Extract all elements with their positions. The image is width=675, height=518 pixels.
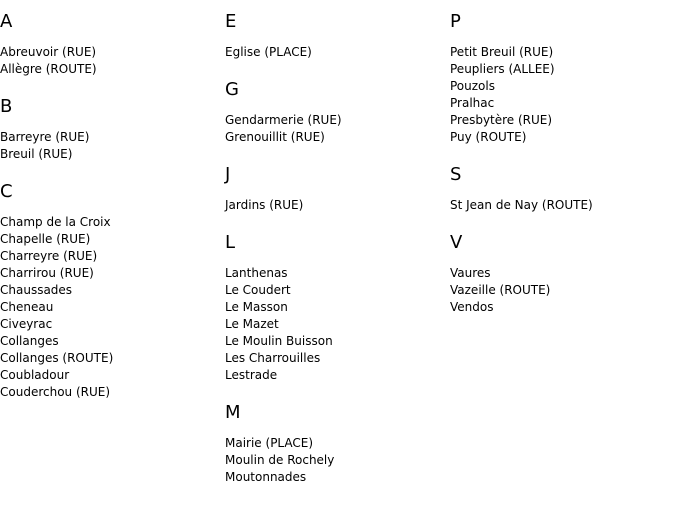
street-link[interactable]: Moulin de Rochely [225, 453, 335, 467]
letter-heading: B [0, 96, 13, 117]
street-link[interactable]: Eglise (PLACE) [225, 45, 312, 59]
letter-heading: M [225, 402, 241, 423]
street-link[interactable]: Le Mazet [225, 317, 279, 331]
street-link[interactable]: Le Coudert [225, 283, 291, 297]
street-list [0, 129, 225, 163]
street-link[interactable]: Moutonnades [225, 470, 307, 484]
letter-group-p [450, 10, 675, 146]
street-link[interactable]: Grenouillit (RUE) [225, 130, 325, 144]
street-link[interactable]: Petit Breuil (RUE) [450, 45, 554, 59]
street-link[interactable]: Charreyre (RUE) [0, 249, 98, 263]
street-link[interactable]: Collanges [0, 334, 59, 348]
street-list [225, 265, 450, 384]
letter-heading: J [225, 164, 231, 185]
letter-heading: L [225, 232, 236, 253]
street-link[interactable]: Pralhac [450, 96, 495, 110]
street-list [225, 112, 450, 146]
street-link[interactable]: Gendarmerie (RUE) [225, 113, 342, 127]
street-list [450, 44, 675, 146]
street-link[interactable]: Le Moulin Buisson [225, 334, 333, 348]
letter-heading: G [225, 79, 239, 100]
column-2 [225, 10, 450, 503]
street-link[interactable]: Coubladour [0, 368, 70, 382]
street-link[interactable]: Lestrade [225, 368, 278, 382]
street-link[interactable]: Allègre (ROUTE) [0, 62, 97, 76]
street-list [0, 214, 225, 401]
letter-group-g [225, 78, 450, 146]
letter-heading: E [225, 11, 237, 32]
letter-group-b [0, 95, 225, 163]
street-link[interactable]: Le Masson [225, 300, 288, 314]
letter-group-m [225, 401, 450, 486]
street-list [450, 265, 675, 316]
street-link[interactable]: Lanthenas [225, 266, 288, 280]
letter-group-s [450, 163, 675, 214]
street-link[interactable]: Charrirou (RUE) [0, 266, 94, 280]
street-link[interactable]: Champ de la Croix [0, 215, 111, 229]
street-list [0, 44, 225, 78]
street-list [450, 197, 675, 214]
letter-heading: S [450, 164, 462, 185]
street-list [225, 44, 450, 61]
letter-group-v [450, 231, 675, 316]
street-link[interactable]: Cheneau [0, 300, 54, 314]
street-link[interactable]: Chaussades [0, 283, 73, 297]
street-link[interactable]: Pouzols [450, 79, 495, 93]
letter-heading: A [0, 11, 13, 32]
street-link[interactable]: Breuil (RUE) [0, 147, 73, 161]
letter-group-e [225, 10, 450, 61]
letter-group-j [225, 163, 450, 214]
street-link[interactable]: Vaures [450, 266, 491, 280]
street-link[interactable]: Couderchou (RUE) [0, 385, 111, 399]
letter-heading: P [450, 11, 461, 32]
street-list [225, 197, 450, 214]
letter-heading: C [0, 181, 13, 202]
street-link[interactable]: Vendos [450, 300, 494, 314]
street-link[interactable]: Collanges (ROUTE) [0, 351, 114, 365]
street-link[interactable]: Abreuvoir (RUE) [0, 45, 97, 59]
street-list [225, 435, 450, 486]
letter-group-c [0, 180, 225, 401]
street-link[interactable]: Les Charrouilles [225, 351, 321, 365]
street-link[interactable]: Barreyre (RUE) [0, 130, 90, 144]
letter-heading: V [450, 232, 463, 253]
street-link[interactable]: Puy (ROUTE) [450, 130, 527, 144]
column-1 [0, 10, 225, 418]
street-link[interactable]: Presbytère (RUE) [450, 113, 553, 127]
street-link[interactable]: Chapelle (RUE) [0, 232, 91, 246]
street-link[interactable]: Peupliers (ALLEE) [450, 62, 555, 76]
street-link[interactable]: St Jean de Nay (ROUTE) [450, 198, 593, 212]
street-link[interactable]: Civeyrac [0, 317, 53, 331]
street-link[interactable]: Vazeille (ROUTE) [450, 283, 551, 297]
letter-group-l [225, 231, 450, 384]
street-link[interactable]: Mairie (PLACE) [225, 436, 314, 450]
street-link[interactable]: Jardins (RUE) [225, 198, 304, 212]
column-3 [450, 10, 675, 333]
letter-group-a [0, 10, 225, 78]
